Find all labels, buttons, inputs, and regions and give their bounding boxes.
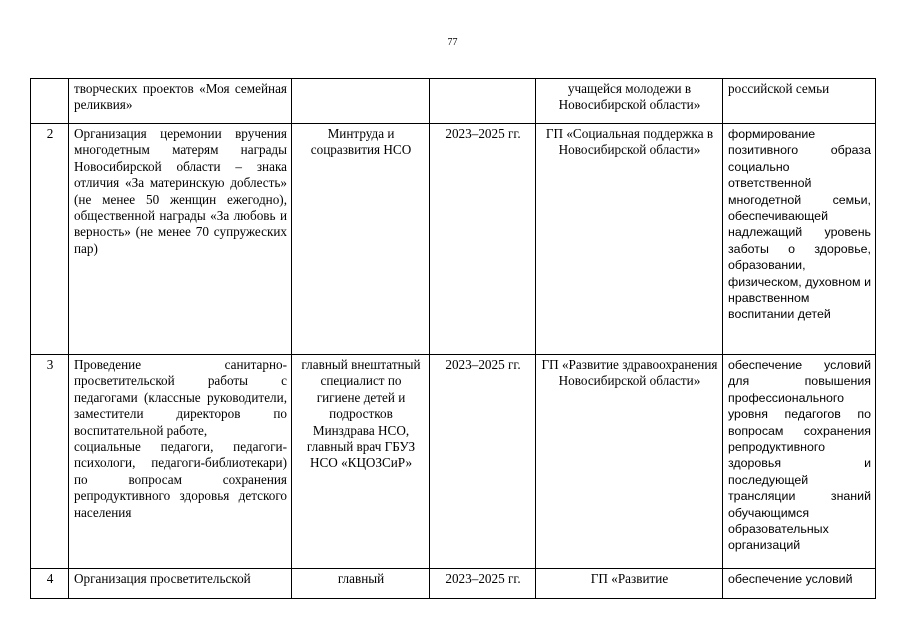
period-cell xyxy=(430,79,536,124)
table-row xyxy=(31,569,876,599)
result-cell: формирование позитивного образа социально ответственной многодетной семьи, обеспечивающей надлежащий уровень заботы о здоровье, образовании, физическом, духовном и нравственном воспитании детей xyxy=(723,124,876,355)
table-row xyxy=(31,124,876,355)
executor-cell: главный xyxy=(292,569,430,599)
event-cell: Организация просветительской xyxy=(69,569,292,599)
executor-cell: главный внештатный специалист по гигиене детей и подростков Минздрава НСО, главный врач ГБУЗ НСО «КЦОЗСиР» xyxy=(292,355,430,569)
period-cell: 2023–2025 гг. xyxy=(430,355,536,569)
event-cell xyxy=(69,355,292,569)
result-cell: обеспечение условий для повышения профессионального уровня педагогов по вопросам сохранения репродуктивного здоровья и последующей трансляции знаний обучающимся образовательных организаций xyxy=(723,355,876,569)
program-cell: ГП «Развитие здравоохранения Новосибирской области» xyxy=(536,355,723,569)
result-cell: российской семьи xyxy=(723,79,876,124)
event-cell: творческих проектов «Моя семейная реликвия» xyxy=(69,79,292,124)
table-row xyxy=(31,79,876,124)
period-cell: 2023–2025 гг. xyxy=(430,569,536,599)
event-cell: Организация церемонии вручения многодетным матерям награды Новосибирской области – знака отличия «За материнскую доблесть» (не менее 50 женщин ежегодно), общественной награды «За любовь и верность» (не менее 70 супружеских пар) xyxy=(69,124,292,355)
executor-cell xyxy=(292,79,430,124)
measures-table xyxy=(30,78,876,599)
executor-cell: Минтруда и соцразвития НСО xyxy=(292,124,430,355)
result-cell: обеспечение условий xyxy=(723,569,876,599)
table-row xyxy=(31,355,876,569)
row-number: 4 xyxy=(31,569,69,599)
program-cell: ГП «Развитие xyxy=(536,569,723,599)
program-cell: учащейся молодежи в Новосибирской области» xyxy=(536,79,723,124)
row-number: 2 xyxy=(31,124,69,355)
row-number xyxy=(31,79,69,124)
event-text: Проведение санитарно-просветительской работы с педагогами (классные руководители, заместители директоров по воспитательной работе, xyxy=(74,357,287,438)
program-cell: ГП «Социальная поддержка в Новосибирской области» xyxy=(536,124,723,355)
row-number: 3 xyxy=(31,355,69,569)
page-number: 77 xyxy=(447,37,458,48)
period-cell: 2023–2025 гг. xyxy=(430,124,536,355)
event-text-continued: социальные педагоги, педагоги-психологи, педагоги-библиотекари) по вопросам сохранения репродуктивного здоровья детского населения xyxy=(74,439,287,520)
